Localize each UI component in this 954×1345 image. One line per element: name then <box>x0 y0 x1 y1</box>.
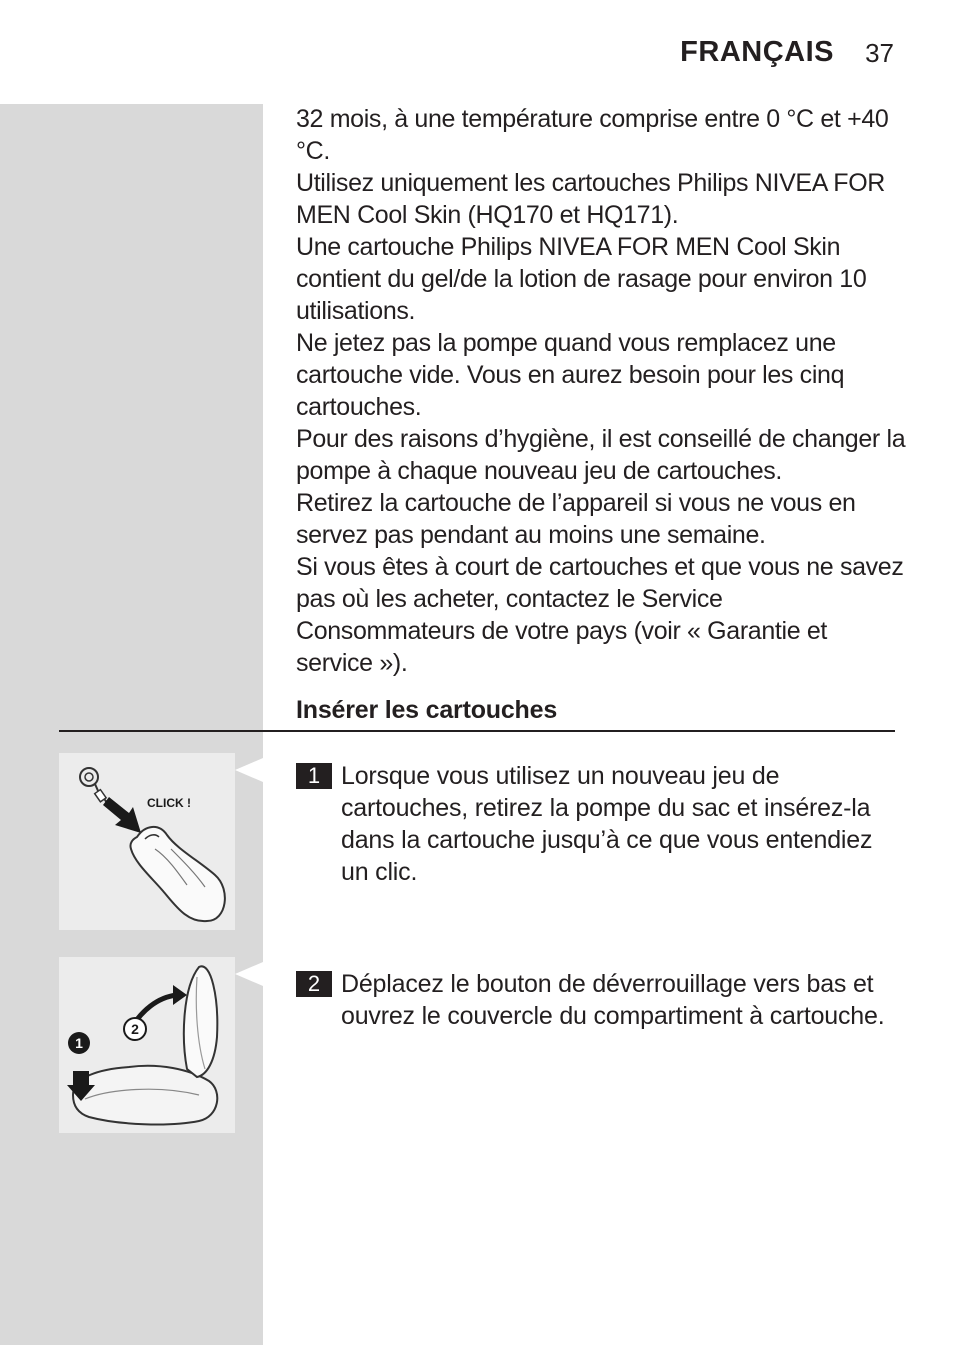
page-number: 37 <box>865 38 894 68</box>
section-rule <box>59 730 895 732</box>
figure-open-compartment <box>59 957 235 1133</box>
paragraph: Ne jetez pas la pompe quand vous remplacez une cartouche vide. Vous en aurez besoin pour les cinq cartouches. <box>296 329 845 421</box>
open-compartment-illustration <box>59 957 235 1133</box>
figure-pointer <box>235 962 263 986</box>
marker-2: 2 <box>131 1021 139 1037</box>
step-text: Lorsque vous utilisez un nouveau jeu de cartouches, retirez la pompe du sac et insérez-la dans la cartouche jusqu’à ce que vous entendiez un clic. <box>341 762 873 886</box>
language-header: FRANÇAIS <box>680 36 834 68</box>
paragraph: Une cartouche Philips NIVEA FOR MEN Cool Skin contient du gel/de la lotion de rasage pour environ 10 utilisations. <box>296 233 867 325</box>
figure-insert-pump <box>59 753 235 930</box>
insert-pump-illustration <box>59 753 235 930</box>
paragraph: Si vous êtes à court de cartouches et que vous ne savez pas où les acheter, contactez le Service Consommateurs de votre pays (voir « Garantie et service »). <box>296 553 904 677</box>
paragraph: Pour des raisons d’hygiène, il est conseillé de changer la pompe à chaque nouveau jeu de cartouches. <box>296 425 906 485</box>
body-text <box>296 103 906 679</box>
paragraph: 32 mois, à une température comprise entre 0 °C et +40 °C. <box>296 105 889 165</box>
step-number: 1 <box>296 763 332 789</box>
figure-pointer <box>235 758 263 782</box>
gray-sidebar <box>0 104 263 1345</box>
step-text: Déplacez le bouton de déverrouillage vers bas et ouvrez le couvercle du compartiment à cartouche. <box>341 970 885 1030</box>
paragraph: Utilisez uniquement les cartouches Philips NIVEA FOR MEN Cool Skin (HQ170 et HQ171). <box>296 169 886 229</box>
section-heading: Insérer les cartouches <box>296 696 558 724</box>
marker-1: 1 <box>75 1035 83 1051</box>
step-number: 2 <box>296 971 332 997</box>
paragraph: Retirez la cartouche de l’appareil si vous ne vous en servez pas pendant au moins une semaine. <box>296 489 856 549</box>
click-callout: CLICK ! <box>147 796 191 810</box>
